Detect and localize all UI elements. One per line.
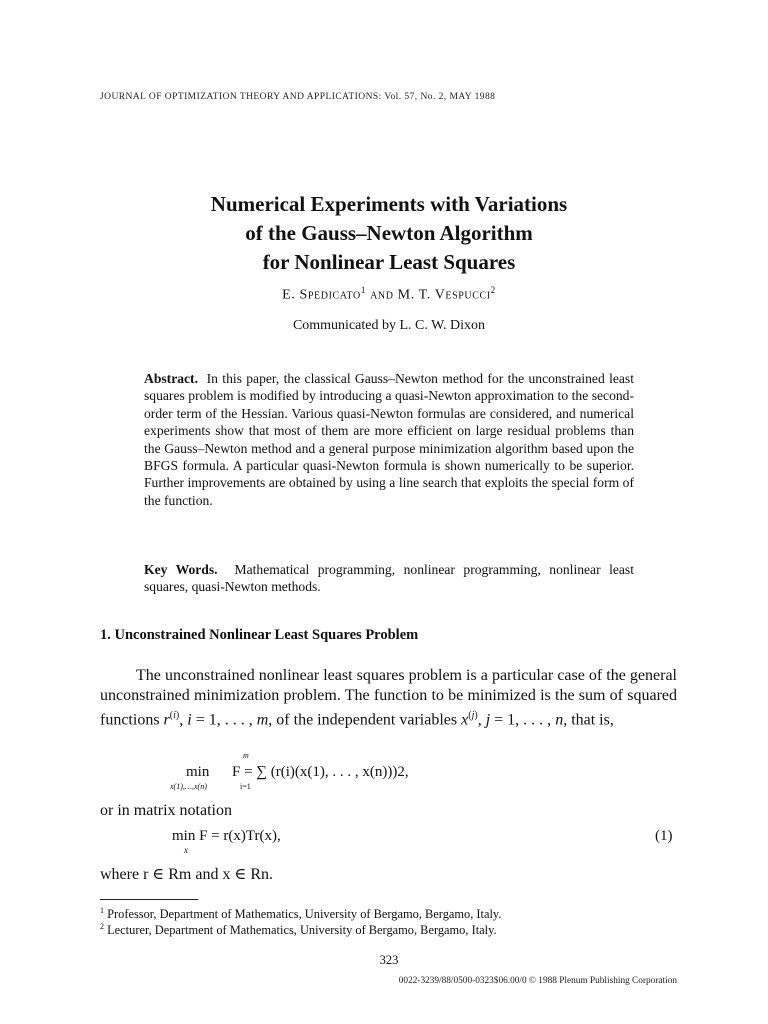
footnote-1 xyxy=(100,906,501,922)
eq2-expression: min F = r(x)Tr(x), xyxy=(172,828,281,844)
author-conjunction: and xyxy=(370,287,394,303)
equation-number: (1) xyxy=(655,828,673,844)
abstract xyxy=(144,370,634,509)
title-line-3: for Nonlinear Least Squares xyxy=(262,250,516,274)
section-title: Unconstrained Nonlinear Least Squares Problem xyxy=(114,627,419,643)
equation-1 xyxy=(172,828,281,855)
key-words xyxy=(144,561,634,596)
author-1: E. Spedicato xyxy=(282,287,361,303)
key-words-label: Key Words. xyxy=(144,562,218,577)
footnote-2-text: Lecturer, Department of Mathematics, University of Bergamo, Bergamo, Italy. xyxy=(107,923,497,938)
footnote-1-mark: 1 xyxy=(100,906,104,915)
eq1-min-subscript: x(1),…,x(n) xyxy=(170,782,207,791)
abstract-text: In this paper, the classical Gauss–Newton method for the unconstrained least squares problem is modified by introducing a quasi-Newton approximation to the second-order term of the Hessian. Various quasi-Newton formulas are considered, and numerical experiments show that most of them are more efficient on large residual problems than the Gauss–Newton method and a general purpose minimization algorithm based upon the BFGS formula. A particular quasi-Newton formula is shown numerically to be superior. Further improvements are obtained by using a line search that exploits the special form of the function. xyxy=(144,371,634,508)
section-heading xyxy=(100,627,418,644)
paper-title xyxy=(100,190,678,277)
eq1-min: min xyxy=(186,764,210,780)
eq2-min-subscript: x xyxy=(184,845,188,855)
matrix-notation-intro: or in matrix notation xyxy=(100,802,232,819)
eq1-sum-upper: m xyxy=(243,751,249,760)
communicated-by: Communicated by L. C. W. Dixon xyxy=(292,318,486,333)
section-number: 1. xyxy=(100,627,111,643)
footnote-2 xyxy=(100,922,497,938)
eq1-sum-lower: i=1 xyxy=(240,782,251,791)
body-paragraph: The unconstrained nonlinear least squares problem is a particular case of the general unconstrained minimization problem. The function to be minimized is the sum of squared functions $r^{(i)}$, i = 1, . . . , m, of the independent variables $x^{(j)}$, j = 1, . . . , n, that is, xyxy=(100,667,677,729)
footnote-divider xyxy=(100,899,198,900)
eq1-expression: F = ∑ (r(i)(x(1), . . . , x(n)))2, xyxy=(232,764,409,780)
author-1-footnote-mark: 1 xyxy=(360,285,366,295)
title-line-1: Numerical Experiments with Variations xyxy=(210,192,568,216)
footnote-2-mark: 2 xyxy=(100,922,104,931)
author-2: M. T. Vespucci xyxy=(397,287,491,303)
paragraph-part-1: The unconstrained nonlinear least squares problem is a particular case of the general unconstrained minimization problem. The function to be minimized is the sum of squared functions xyxy=(100,667,677,729)
page-number: 323 xyxy=(379,953,399,967)
key-words-text: Mathematical programming, nonlinear programming, nonlinear least squares, quasi-Newton methods. xyxy=(144,562,634,595)
paragraph-part-2: of the independent variables xyxy=(276,711,462,729)
paragraph-part-3: that is, xyxy=(571,711,614,729)
publisher-imprint: 0022-3239/88/0500-0323$06.00/0 © 1988 Plenum Publishing Corporation xyxy=(398,976,677,986)
authors-line xyxy=(100,285,678,304)
where-clause: where r ∈ Rm and x ∈ Rn. xyxy=(100,866,273,883)
abstract-label: Abstract. xyxy=(144,371,198,386)
equation-sum-of-squares xyxy=(170,751,490,794)
journal-header: JOURNAL OF OPTIMIZATION THEORY AND APPLICATIONS: Vol. 57, No. 2, MAY 1988 xyxy=(100,92,496,102)
author-2-footnote-mark: 2 xyxy=(490,285,496,295)
title-line-2: of the Gauss–Newton Algorithm xyxy=(245,221,533,245)
footnote-1-text: Professor, Department of Mathematics, University of Bergamo, Bergamo, Italy. xyxy=(107,907,502,922)
